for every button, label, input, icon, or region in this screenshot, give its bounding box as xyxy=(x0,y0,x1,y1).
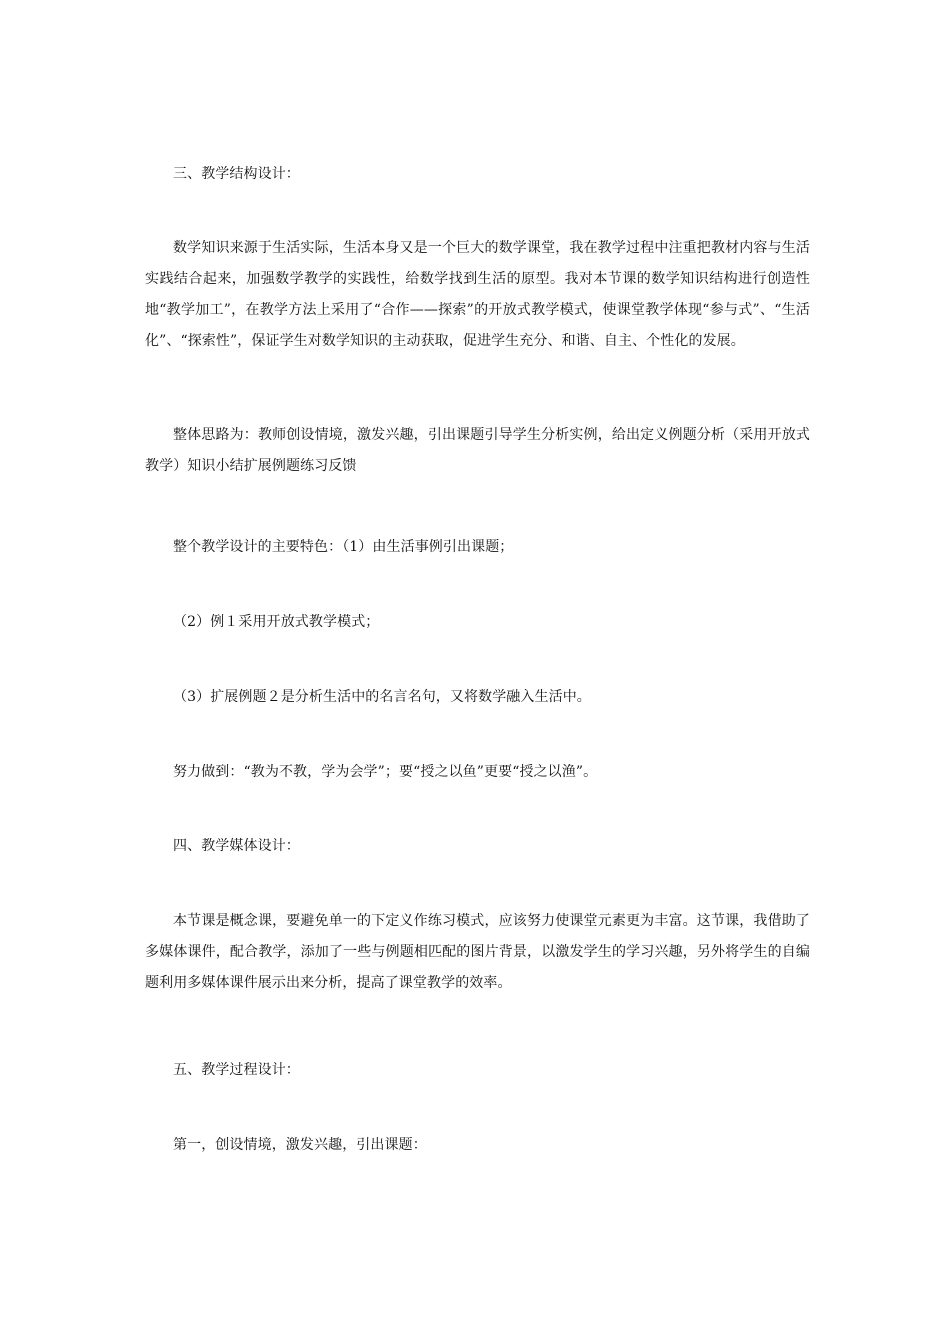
section3-paragraph-1: 数学知识来源于生活实际，生活本身又是一个巨大的数学课堂，我在教学过程中注重把教材内容与生活实践结合起来，加强数学教学的实践性，给数学找到生活的原型。我对本节课的数学知识结构进行创造性地“教学加工”，在教学方法上采用了“合作——探索”的开放式教学模式，使课堂教学体现“参与式”、“生活化”、“探索性”，保证学生对数学知识的主动获取，促进学生充分、和谐、自主、个性化的发展。 xyxy=(145,240,810,349)
section3-paragraph-4: 努力做到：“教为不教，学为会学”；要“授之以鱼”更要“授之以渔”。 xyxy=(173,764,598,780)
section3-list-item-3: （3）扩展例题２是分析生活中的名言名句，又将数学融入生活中。 xyxy=(173,689,591,705)
section3-paragraph-2: 整体思路为：教师创设情境，激发兴趣，引出课题引导学生分析实例，给出定义例题分析（采用开放式教学）知识小结扩展例题练习反馈 xyxy=(145,427,810,474)
section4-heading: 四、教学媒体设计： xyxy=(173,838,300,854)
section3-heading: 三、教学结构设计： xyxy=(173,166,300,182)
section3-paragraph-3: 整个教学设计的主要特色：（1）由生活事例引出课题； xyxy=(173,539,514,555)
section4-paragraph-1: 本节课是概念课，要避免单一的下定义作练习模式，应该努力使课堂元素更为丰富。这节课，我借助了多媒体课件，配合教学，添加了一些与例题相匹配的图片背景，以激发学生的学习兴趣，另外将学生的自编题利用多媒体课件展示出来分析，提高了课堂教学的效率。 xyxy=(145,913,810,991)
section5-paragraph-1: 第一，创设情境，激发兴趣，引出课题： xyxy=(173,1137,427,1153)
section5-heading: 五、教学过程设计： xyxy=(173,1062,300,1078)
section3-list-item-2: （2）例１采用开放式教学模式； xyxy=(173,614,380,630)
